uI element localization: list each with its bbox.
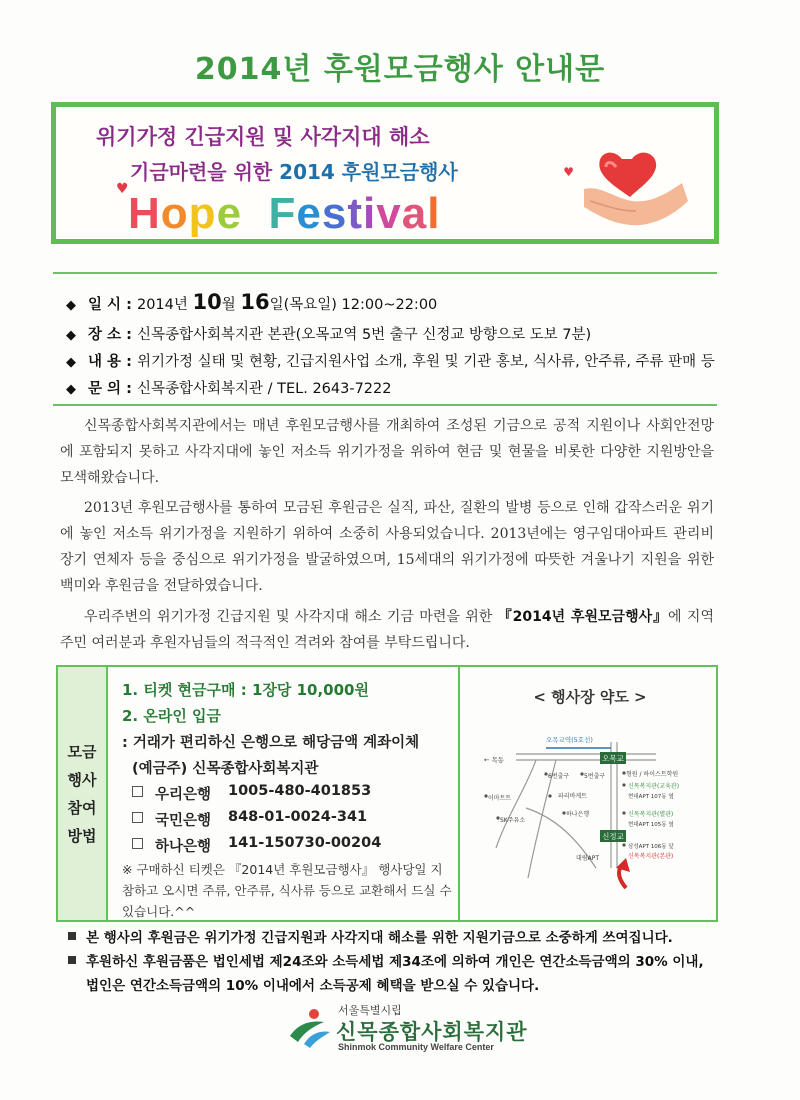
hope-letter: l: [427, 189, 441, 238]
donation-methods: [108, 667, 460, 920]
online-option: 2. 온라인 입금: [122, 707, 222, 725]
center-annex-label: 신목복지관(별관): [628, 811, 674, 818]
ticket-option: 1. 티켓 현금구매 : 1장당 10,000원: [122, 681, 369, 699]
hope-letter: a: [401, 189, 428, 238]
bank-row: 국민은행 848-01-0024-341: [132, 809, 452, 830]
heart-icon: ♥: [563, 165, 574, 179]
bullet-tax: 후원하신 후원금품은 법인세법 제24조와 소득세법 제34조에 의하여 개인은 연간소득금액의 30% 이내,: [68, 950, 704, 974]
hope-letter: e: [296, 189, 322, 238]
apt105-label: 현대APT 105동 옆: [628, 822, 674, 828]
hope-letter: H: [128, 189, 161, 238]
bullet-usage: 본 행사의 후원금은 위기가정 긴급지원과 사각지대 해소를 위한 지원기금으로 소중하게 쓰여집니다.: [68, 926, 673, 950]
divider: [53, 272, 717, 274]
apt107-label: 현대APT 107동 옆: [628, 794, 674, 800]
hope-letter: i: [363, 189, 377, 238]
paragraph-intro: 신목종합사회복지관에서는 매년 후원모금행사를 개최하여 조성된 기금으로 공적 지원이나 사회안전망에 포함되지 못하고 사각지대에 놓인 저소득 위기가정을 위하여 현금 및 현물을 비롯한 다양한 지원방안을 모색해왔습니다.: [60, 418, 714, 486]
event-banner: [51, 102, 719, 244]
transfer-instruction: : 거래가 편리하신 은행으로 해당금액 계좌이체: [122, 735, 420, 751]
sinjeong-label: 신정교: [602, 832, 624, 841]
paragraph-history: 2013년 후원모금행사를 통하여 모금된 후원금은 실직, 파산, 질환의 발병 등으로 인해 갑작스러운 위기에 놓인 저소득 위기가정을 지원하기 위하여 소중히 사용되었습니다. 2013년에는 영구임대아파트 관리비 장기 연체자 등을 중심으로 위기가정을 발굴하였으며, 15세대의 위기가정에 따뜻한 겨울나기 지원을 위한 백미와 후원금을 전달하였습니다.: [60, 500, 714, 594]
welfare-center-logo-icon: [284, 1006, 332, 1048]
map-title: < 행사장 약도 >: [533, 688, 647, 706]
ticket-note: ※ 구매하신 티켓은 『2014년 후원모금행사』 행사당일 지참하고 오시면 주류, 안주류, 식사류 등으로 교환해서 드실 수 있습니다.^^: [122, 862, 452, 919]
banner-line2-text: 기금마련을 위한: [130, 160, 280, 184]
hope-letter: t: [347, 189, 364, 238]
divider: [53, 404, 717, 406]
banner-line2: [130, 156, 458, 185]
exit6-label: 6번출구: [548, 773, 570, 780]
bank-label: 하나은행: [566, 811, 590, 818]
hope-letter: o: [160, 189, 189, 238]
location-map: [466, 718, 710, 914]
hope-letter: p: [188, 189, 217, 238]
hope-letter: s: [321, 189, 348, 238]
hope-letter: F: [268, 189, 297, 238]
sk-label: SK주유소: [500, 817, 526, 824]
bullet-icon: [68, 932, 76, 940]
checkbox-icon: [132, 786, 143, 797]
mart-label: 파리바게트: [558, 793, 587, 800]
exit5-label: 5번출구: [584, 773, 606, 780]
heart-icon: ♥: [116, 181, 129, 197]
diamond-icon: ◆: [66, 328, 76, 343]
hope-letter: [242, 189, 268, 238]
paragraph-request: 우리주변의 위기가정 긴급지원 및 사각지대 해소 기금 마련을 위한 『2014년 후원모금행사』에 지역주민 여러분과 후원자님들의 적극적인 격려와 참여를 부탁드립니다.: [60, 609, 714, 651]
center-edu-label: 신목복지관(교육관): [628, 783, 680, 790]
mokdong-label: ← 목동: [484, 756, 505, 764]
logo-name: 신목종합사회복지관: [336, 1020, 528, 1044]
samsung-label: 삼성APT 106동 앞: [628, 844, 674, 850]
bullet-tax-cont: 법인은 연간소득금액의 10% 이내에서 소득공제 혜택을 받으실 수 있습니다.: [86, 978, 540, 994]
logo-subtitle: 서울특별시립: [338, 1004, 402, 1017]
donation-side-label: 모금 행사 참여 방법: [58, 667, 108, 920]
hands-heart-icon: [582, 145, 690, 231]
center-main-label: 신목복지관(본관): [628, 853, 674, 860]
logo-english: Shinmok Community Welfare Center: [338, 1042, 494, 1052]
omokgyo-label: 오목교: [602, 754, 624, 763]
bank-row: 하나은행 141-150730-00204: [132, 835, 452, 856]
checkbox-icon: [132, 812, 143, 823]
diamond-icon: ◆: [66, 382, 76, 397]
organization-logo: [280, 1000, 540, 1060]
info-content: ◆ 내 용 : 위기가정 실태 및 현황, 긴급지원사업 소개, 후원 및 기관 홍보, 식사류, 안주류, 주류 판매 등: [66, 354, 715, 370]
info-date: ◆ 일 시 : 2014년 10월 16일(목요일) 12:00~22:00: [66, 290, 438, 314]
hope-letter: v: [376, 189, 402, 238]
hope-festival-logo: [128, 189, 440, 239]
banner-line1: 위기가정 긴급지원 및 사각지대 해소: [96, 125, 430, 149]
daerim-label: 대림APT: [576, 855, 599, 862]
page-title: 2014년 후원모금행사 안내문: [194, 52, 606, 87]
station-label: 오목교역(5호선): [546, 736, 593, 744]
banner-line2-accent: 2014 후원모금행사: [279, 160, 458, 184]
bank-row: 우리은행 1005-480-401853: [132, 783, 452, 804]
hope-letter: e: [216, 189, 243, 238]
emart-label: 이마트트: [488, 795, 512, 802]
checkbox-icon: [132, 838, 143, 849]
diamond-icon: ◆: [66, 355, 76, 370]
info-contact: ◆ 문 의 : 신목종합사회복지관 / TEL. 2643-7222: [66, 381, 392, 397]
diamond-icon: ◆: [66, 298, 76, 313]
account-holder: (예금주) 신목종합사회복지관: [132, 761, 319, 777]
info-place: ◆ 장 소 : 신목종합사회복지관 본관(오목교역 5번 출구 신정교 방향으로 도보 7분): [66, 327, 592, 343]
academy-label: 형원 / 하이스트학원: [626, 771, 679, 778]
bullet-icon: [68, 956, 76, 964]
